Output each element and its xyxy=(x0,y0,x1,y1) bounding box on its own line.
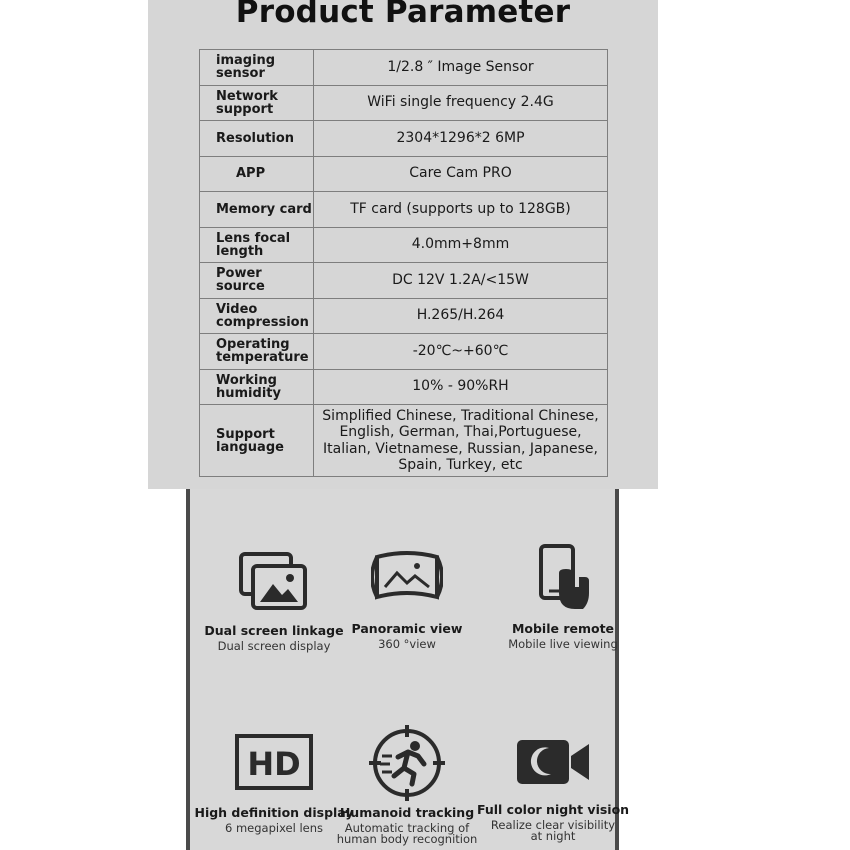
table-row xyxy=(200,50,608,86)
page-title: Product Parameter xyxy=(235,0,571,30)
spec-value: Care Cam PRO xyxy=(314,156,608,192)
table-row xyxy=(200,263,608,299)
feature-subtitle: 6 megapixel lens xyxy=(224,821,324,835)
feature-title: Full color night vision xyxy=(476,802,630,817)
table-row xyxy=(200,298,608,334)
spec-value: Simplified Chinese, Traditional Chinese, English, German, Thai,Portuguese, Italian, Vietnamese, Russian, Japanese, Spain, Turkey, etc xyxy=(314,405,608,477)
spec-value: 1/2.8 ″ Image Sensor xyxy=(314,50,608,86)
spec-label: Memory card xyxy=(200,192,314,228)
spec-value: -20℃~+60℃ xyxy=(314,334,608,370)
spec-value: 4.0mm+8mm xyxy=(314,227,608,263)
feature-title: Humanoid tracking xyxy=(339,805,475,820)
table-row xyxy=(200,85,608,121)
feature-panoramic xyxy=(322,549,492,650)
spec-label: Support language xyxy=(200,405,314,477)
mobile-remote-icon xyxy=(533,543,593,613)
features-panel xyxy=(186,489,630,850)
table-row xyxy=(200,227,608,263)
feature-subtitle: Realize clear visibility xyxy=(490,818,616,832)
feature-night-vision xyxy=(468,736,638,842)
spec-label: APP xyxy=(200,156,314,192)
product-parameter-panel xyxy=(148,0,658,489)
humanoid-tracking-icon xyxy=(368,724,446,802)
feature-subtitle: Automatic tracking of xyxy=(344,821,470,835)
spec-value: WiFi single frequency 2.4G xyxy=(314,85,608,121)
feature-subtitle: human body recognition xyxy=(336,832,478,846)
feature-mobile-remote xyxy=(478,543,648,650)
table-row xyxy=(200,405,608,477)
spec-value: DC 12V 1.2A/<15W xyxy=(314,263,608,299)
table-row xyxy=(200,192,608,228)
panoramic-icon xyxy=(371,549,443,613)
feature-title: High definition display xyxy=(194,805,354,820)
table-row xyxy=(200,369,608,405)
spec-label: Resolution xyxy=(200,121,314,157)
feature-title: Panoramic view xyxy=(351,621,463,636)
table-row xyxy=(200,121,608,157)
spec-value: H.265/H.264 xyxy=(314,298,608,334)
table-row xyxy=(200,334,608,370)
feature-subtitle: Mobile live viewing xyxy=(508,637,618,651)
spec-label: Network support xyxy=(200,85,314,121)
spec-table xyxy=(199,49,608,477)
feature-subtitle: 360 °view xyxy=(378,637,436,651)
spec-label: Operating temperature xyxy=(200,334,314,370)
spec-label: Video compression xyxy=(200,298,314,334)
night-vision-icon xyxy=(515,736,591,788)
feature-subtitle: at night xyxy=(530,829,576,843)
hd-icon-text: HD xyxy=(247,745,301,783)
spec-value: 2304*1296*2 6MP xyxy=(314,121,608,157)
spec-label: Working humidity xyxy=(200,369,314,405)
feature-subtitle: Dual screen display xyxy=(217,639,331,653)
feature-humanoid-tracking xyxy=(322,724,492,845)
dual-screen-icon xyxy=(238,551,310,613)
feature-title: Mobile remote xyxy=(511,621,615,636)
spec-label: imaging sensor xyxy=(200,50,314,86)
spec-label: Power source xyxy=(200,263,314,299)
spec-label: Lens focal length xyxy=(200,227,314,263)
spec-value: 10% - 90%RH xyxy=(314,369,608,405)
hd-icon xyxy=(234,733,314,791)
feature-title: Dual screen linkage xyxy=(204,623,344,638)
spec-value: TF card (supports up to 128GB) xyxy=(314,192,608,228)
table-row xyxy=(200,156,608,192)
